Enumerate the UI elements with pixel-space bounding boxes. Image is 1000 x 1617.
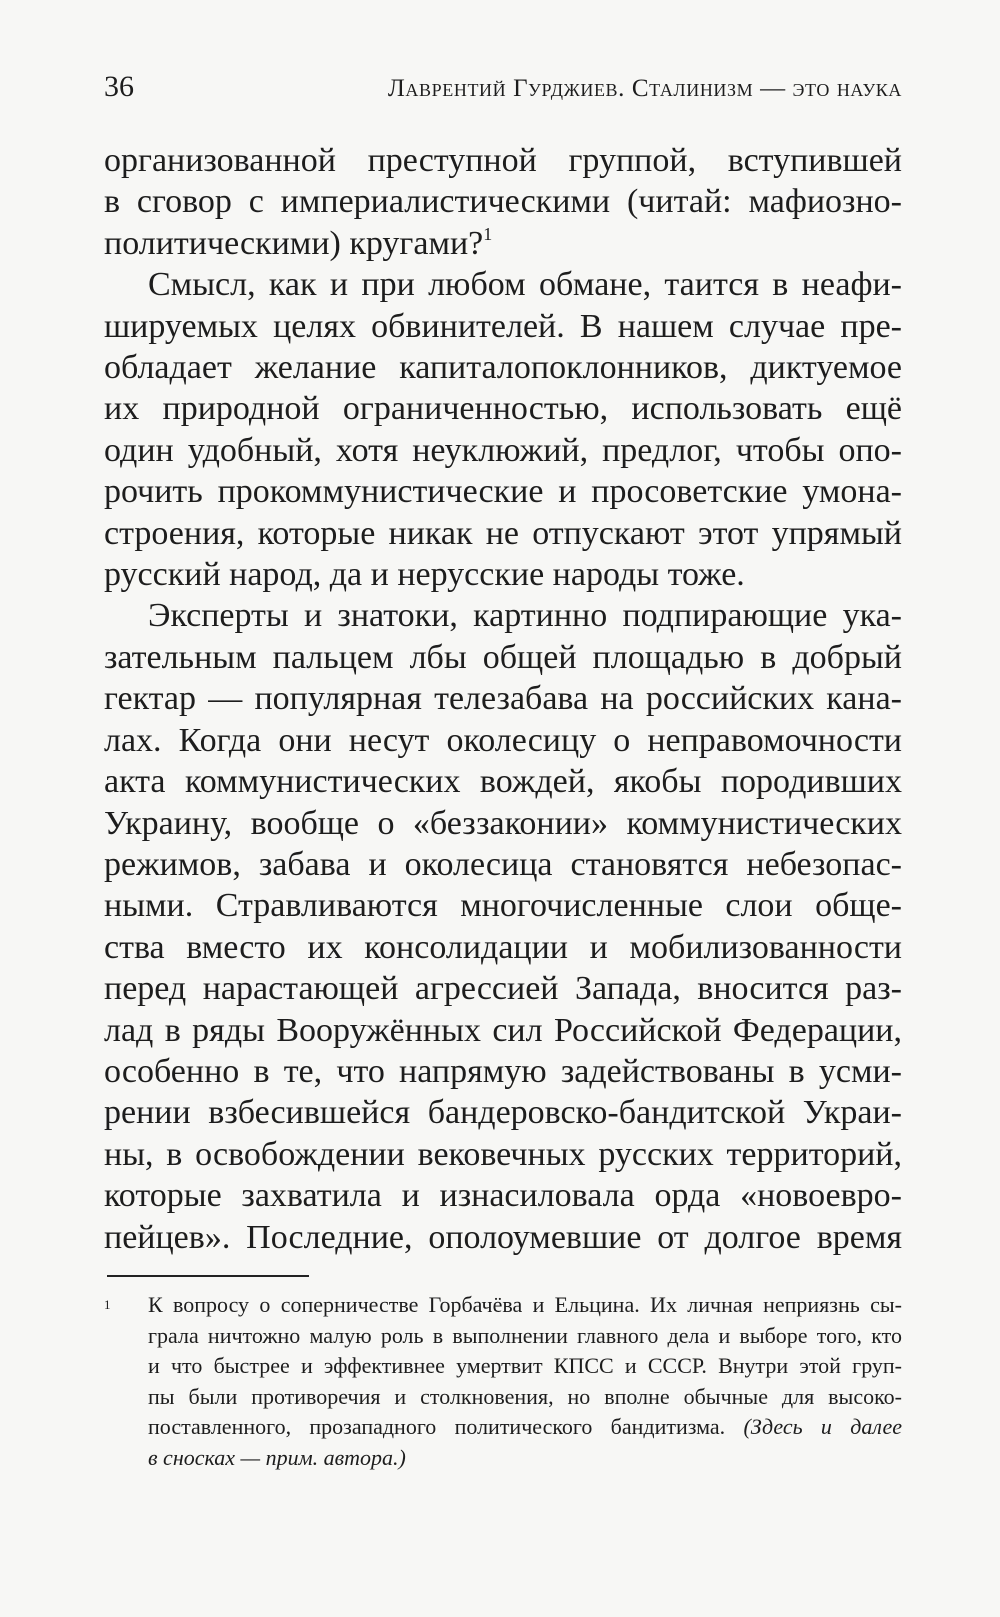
text-line: в сговор с империалистическими (читай: мафиозно-: [104, 183, 902, 221]
text-line: ны, в освобождении вековечных русских территорий,: [104, 1135, 902, 1173]
footnote-line: [148, 1412, 902, 1443]
running-head: [104, 70, 902, 110]
text-line: ными. Стравливаются многочисленные слои обще-: [104, 887, 902, 925]
footnote-line: грала ничтожно малую роль в выполнении главного дела и выборе того, кто: [148, 1322, 902, 1348]
text-line: рочить прокоммунистические и просоветские умона-: [104, 473, 902, 511]
footnote-divider: [107, 1275, 309, 1277]
author-note-line: в сносках — прим. автора.): [148, 1444, 406, 1470]
text-line: их природной ограниченностью, использовать ещё: [104, 390, 902, 428]
text-line: лад в ряды Вооружённых сил Российской Федерации,: [104, 1011, 902, 1049]
text-line: русский народ, да и нерусские народы тоже.: [104, 556, 745, 594]
footnote-line: пы были противоречия и столкновения, но вполне обычные для высоко-: [148, 1383, 902, 1409]
footnote-marker: 1: [104, 1297, 111, 1312]
running-head-title: Лаврентий Гурджиев. Сталинизм — это наука: [387, 75, 902, 102]
text-line: обладает желание капиталопоклонников, диктуемое: [104, 349, 902, 387]
text-line: один удобный, хотя неуклюжий, предлог, чтобы опо-: [104, 431, 902, 469]
text-line-content: политическими) кругами?: [104, 224, 484, 262]
text-line: режимов, забава и околесица становятся небезопас-: [104, 845, 902, 883]
text-line: организованной преступной группой, вступившей: [104, 142, 902, 179]
text-line: перед нарастающей агрессией Запада, вносится раз-: [104, 970, 902, 1008]
author-note: (Здесь и далее: [743, 1414, 903, 1439]
footnote-reference: 1: [483, 223, 493, 244]
text-line: Украину, вообще о «беззаконии» коммунистических: [104, 804, 902, 842]
footnote-line-content: поставленного, прозападного политического бандитизма.: [148, 1414, 726, 1439]
text-line: которые захватила и изнасиловала орда «новоевро-: [104, 1177, 902, 1215]
text-line: Эксперты и знатоки, картинно подпирающие ука-: [148, 597, 902, 635]
text-line: акта коммунистических вождей, якобы породивших: [104, 763, 902, 801]
footnote: [104, 1290, 902, 1473]
text-line: гектар — популярная телезабава на российских кана-: [104, 680, 902, 718]
footnote-body: [148, 1290, 902, 1473]
text-line: пейцев». Последние, ополоумевшие от долгое время: [104, 1218, 902, 1256]
text-line: [104, 223, 902, 264]
text-line: Смысл, как и при любом обмане, таится в неафи-: [148, 266, 902, 304]
footnote-line: К вопросу о соперничестве Горбачёва и Ельцина. Их личная неприязнь сы-: [148, 1292, 902, 1317]
text-line: лах. Когда они несут околесицу о неправомочности: [104, 721, 902, 759]
text-line: рении взбесившейся бандеровско-бандитской Украи-: [104, 1094, 902, 1132]
text-line: зательным пальцем лбы общей площадью в добрый: [104, 638, 902, 676]
text-line: шируемых целях обвинителей. В нашем случае пре-: [104, 307, 902, 345]
body-text: [104, 140, 902, 1258]
text-line: особенно в те, что напрямую задействованы в усми-: [104, 1052, 902, 1090]
footnote-line: и что быстрее и эффективнее умертвит КПСС и СССР. Внутри этой груп-: [148, 1353, 902, 1378]
text-line: ства вместо их консолидации и мобилизованности: [104, 928, 902, 966]
page-number: 36: [104, 70, 134, 103]
text-line: строения, которые никак не отпускают этот упрямый: [104, 514, 902, 552]
